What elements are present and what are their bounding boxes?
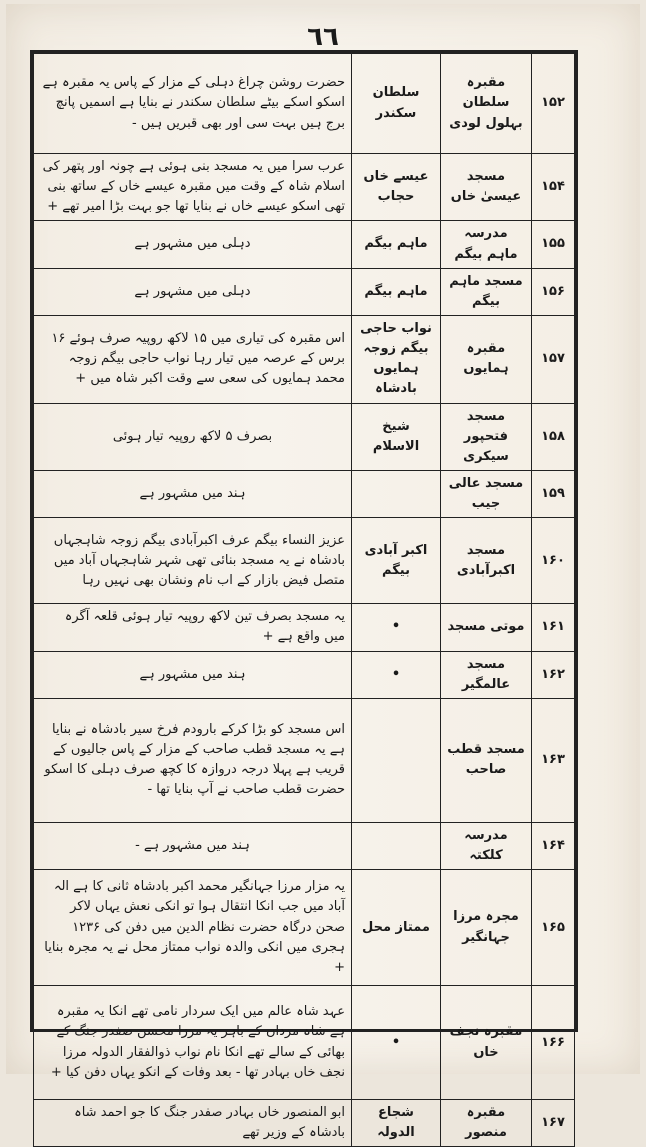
row-builder: ماہم بیگم — [352, 268, 441, 315]
row-builder: ممتاز محل — [352, 870, 441, 986]
row-notes: عزیز النساء بیگم عرف اکبرآبادی بیگم زوجہ شاہجہاں بادشاہ نے یہ مسجد بنائی تھی شہر شاہجہاں آباد میں متصل فیض بازار کے اب نام ونشان بھی نہیں رہا — [34, 518, 352, 604]
row-number: ۱۶۴ — [532, 822, 575, 869]
row-number: ۱۶۶ — [532, 986, 575, 1100]
row-name: مقبرہ منصور — [441, 1100, 532, 1147]
table-row — [34, 651, 575, 698]
table-row — [34, 470, 575, 517]
table-row — [34, 154, 575, 221]
row-notes: ہند میں مشہور ہے - — [34, 822, 352, 869]
row-name: مجرہ مرزا جہانگیر — [441, 870, 532, 986]
row-name: مسجد عالی جیب — [441, 470, 532, 517]
row-notes: ہند میں مشہور ہے — [34, 470, 352, 517]
row-name: مسجد ماہم بیگم — [441, 268, 532, 315]
row-name: مسجد قطب صاحب — [441, 698, 532, 822]
row-builder — [352, 470, 441, 517]
row-builder: • — [352, 651, 441, 698]
row-number: ۱۵۵ — [532, 221, 575, 268]
row-name: مدرسہ ماہم بیگم — [441, 221, 532, 268]
row-number: ۱۶۲ — [532, 651, 575, 698]
row-builder: • — [352, 986, 441, 1100]
row-notes: اس مسجد کو بڑا کرکے بارودم فرخ سیر بادشاہ نے بنایا ہے یہ مسجد قطب صاحب کے مزار کے پاس جالیوں کے قریب ہے پہلا درجہ دروازہ کا کچھ صرف دہلی کا اسکو حضرت قطب صاحب نے آپ بنایا تھا - — [34, 698, 352, 822]
row-builder: عیسے خاں حجاب — [352, 154, 441, 221]
row-builder — [352, 822, 441, 869]
table-row — [34, 403, 575, 470]
table-row — [34, 54, 575, 154]
ledger-table — [33, 53, 575, 1147]
row-builder: شجاع الدولہ — [352, 1100, 441, 1147]
table-row — [34, 698, 575, 822]
row-notes: حضرت روشن چراغ دہلی کے مزار کے پاس یہ مقبرہ ہے اسکو اسکے بیٹے سلطان سکندر نے بنایا ہے اسمیں پانچ برج ہیں بہت سی اور بھی قبریں ہیں - — [34, 54, 352, 154]
row-number: ۱۵۹ — [532, 470, 575, 517]
row-number: ۱۶۳ — [532, 698, 575, 822]
row-notes: بصرف ۵ لاکھ روپیہ تیار ہوئی — [34, 403, 352, 470]
row-notes: دہلی میں مشہور ہے — [34, 221, 352, 268]
row-number: ۱۶۱ — [532, 604, 575, 651]
table-row — [34, 1100, 575, 1147]
row-notes: دہلی میں مشہور ہے — [34, 268, 352, 315]
row-number: ۱۵۶ — [532, 268, 575, 315]
row-name: مسجد اکبرآبادی — [441, 518, 532, 604]
row-number: ۱۵۴ — [532, 154, 575, 221]
table-row — [34, 986, 575, 1100]
table-row — [34, 870, 575, 986]
table-row — [34, 268, 575, 315]
row-builder — [352, 698, 441, 822]
row-builder: سلطان سکندر — [352, 54, 441, 154]
table-row — [34, 518, 575, 604]
row-builder: اکبر آبادی بیگم — [352, 518, 441, 604]
row-builder: • — [352, 604, 441, 651]
table-row — [34, 604, 575, 651]
row-name: مقبرہ ہمایوں — [441, 315, 532, 403]
row-number: ۱۶۰ — [532, 518, 575, 604]
row-name: موتی مسجد — [441, 604, 532, 651]
row-name: مقبرہ سلطان بہلول لودی — [441, 54, 532, 154]
row-notes: عہد شاہ عالم میں ایک سردار نامی تھے انکا یہ مقبرہ ہے شاہ مرداں کے باہر یہ مرزا محسن صفدر جنگ کے بھائی کے سالے تھے انکا نام نواب ذوالفقار الدولہ مرزا نجف خاں بہادر تھا - بعد وفات کے انکو یہاں دفن کیا + — [34, 986, 352, 1100]
row-number: ۱۶۵ — [532, 870, 575, 986]
table-row — [34, 315, 575, 403]
row-builder: نواب حاجی بیگم زوجہ ہمایوں بادشاہ — [352, 315, 441, 403]
table-row — [34, 822, 575, 869]
row-name: مقبرہ نجف خاں — [441, 986, 532, 1100]
ledger-table-frame — [30, 50, 578, 1141]
row-name: مسجد فتحپور سیکری — [441, 403, 532, 470]
row-notes: یہ مسجد بصرف تین لاکھ روپیہ تیار ہوئی قلعہ آگرہ میں واقع ہے + — [34, 604, 352, 651]
row-notes: ہند میں مشہور ہے — [34, 651, 352, 698]
row-builder: ماہم بیگم — [352, 221, 441, 268]
page-number: ٦٦ — [307, 22, 339, 52]
row-builder: شیخ الاسلام — [352, 403, 441, 470]
row-number: ۱۵۷ — [532, 315, 575, 403]
row-name: مسجد عالمگیر — [441, 651, 532, 698]
row-number: ۱۵۲ — [532, 54, 575, 154]
row-number: ۱۵۸ — [532, 403, 575, 470]
row-number: ۱۶۷ — [532, 1100, 575, 1147]
row-notes: ابو المنصور خاں بہادر صفدر جنگ کا جو احمد شاہ بادشاہ کے وزیر تھے — [34, 1100, 352, 1147]
row-notes: یہ مزار مرزا جہانگیر محمد اکبر بادشاہ ثانی کا ہے الہ آباد میں جب انکا انتقال ہوا تو انکی نعش یہاں لاکر صحن درگاہ حضرت نظام الدین میں دفن کی ۱۲۳۶ ہجری میں انکی والدہ نواب ممتاز محل نے یہ مجرہ بنایا + — [34, 870, 352, 986]
row-notes: اس مقبرہ کی تیاری میں ۱۵ لاکھ روپیہ صرف ہوئے ۱۶ برس کے عرصہ میں تیار رہا نواب حاجی بیگم زوجہ محمد ہمایوں کی سعی سے وقت اکبر شاہ میں + — [34, 315, 352, 403]
row-notes: عرب سرا میں یہ مسجد بنی ہوئی ہے چونہ اور پتھر کی اسلام شاہ کے وقت میں مقبرہ عیسے خاں کے ساتھ بنی تھی اسکو عیسے خاں نے بنایا تھا جو بہت بڑا امیر تھے + — [34, 154, 352, 221]
row-name: مسجد عیسیٰ خاں — [441, 154, 532, 221]
row-name: مدرسہ کلکتہ — [441, 822, 532, 869]
table-row — [34, 221, 575, 268]
